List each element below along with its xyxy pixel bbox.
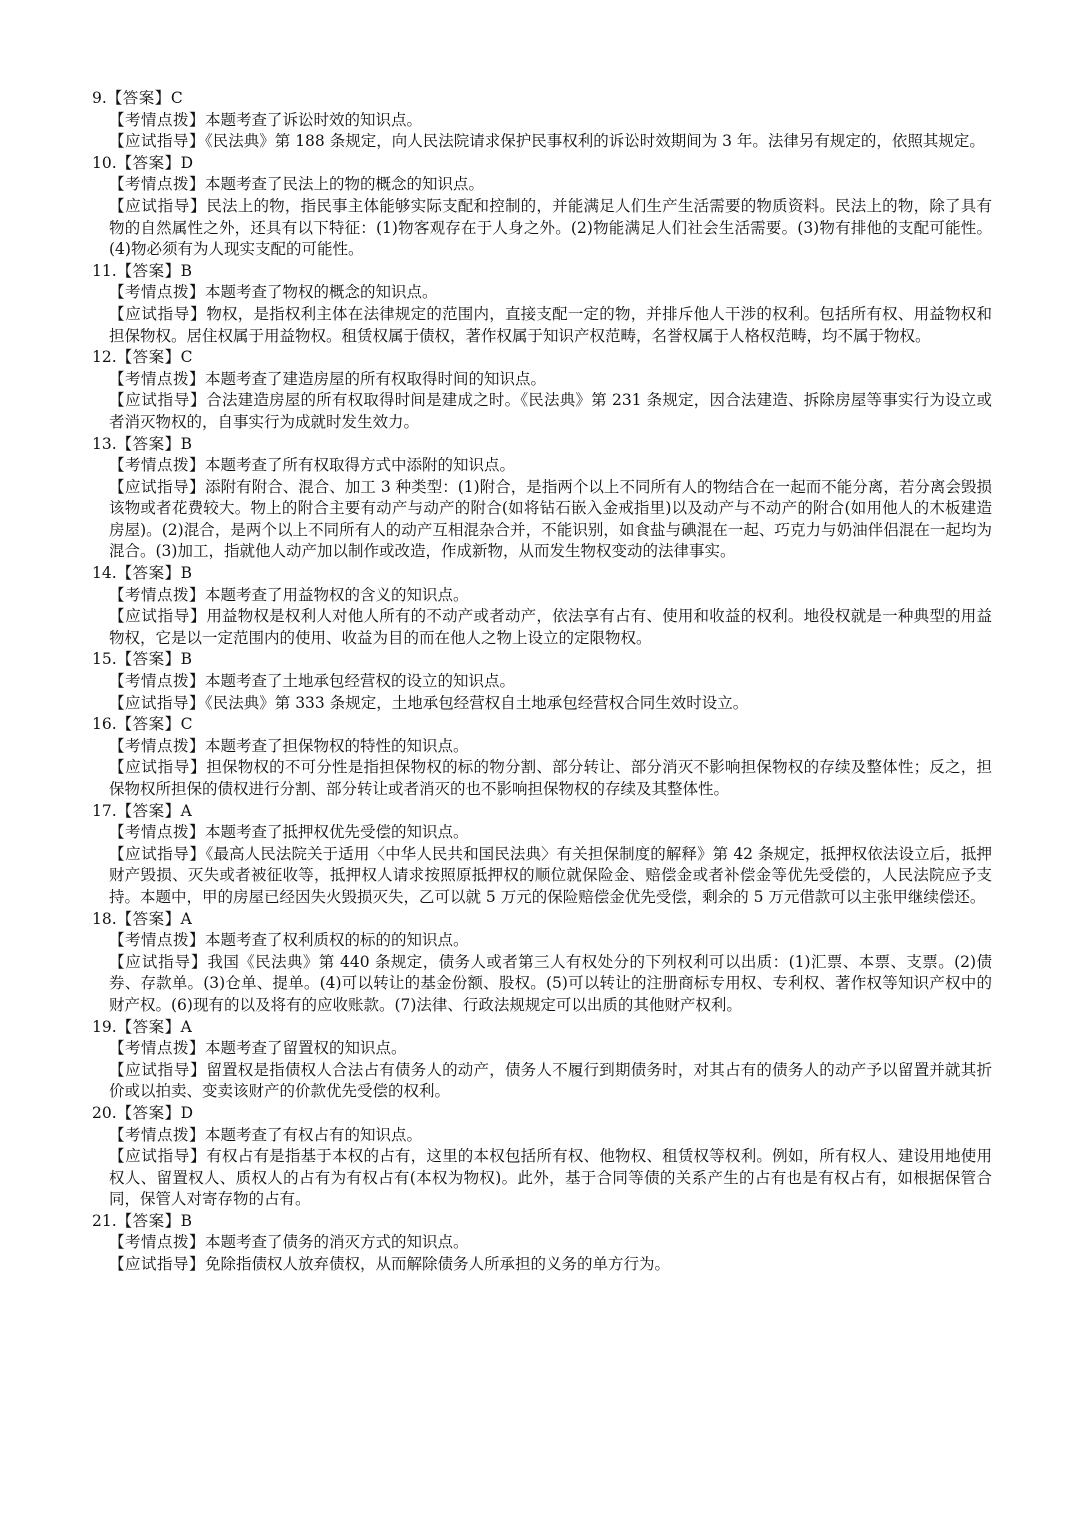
question-block — [92, 909, 992, 1017]
point-line — [92, 671, 992, 693]
answer-value: B — [180, 1211, 193, 1230]
point-line — [92, 369, 992, 391]
point-text: 本题考查了留置权的知识点。 — [205, 1039, 407, 1058]
question-block — [92, 88, 992, 153]
point-line — [92, 1125, 992, 1147]
answer-line — [92, 1103, 992, 1125]
point-text: 本题考查了用益物权的含义的知识点。 — [205, 585, 469, 604]
guide-line — [92, 477, 992, 563]
answer-value: B — [180, 434, 193, 453]
answer-line — [92, 801, 992, 823]
guide-line — [92, 757, 992, 800]
point-line — [92, 174, 992, 196]
answer-label: 【答案】 — [116, 261, 181, 280]
guide-label: 【应试指导】 — [109, 1147, 207, 1166]
question-block — [92, 649, 992, 714]
answer-line — [92, 1211, 992, 1233]
answer-line — [92, 434, 992, 456]
guide-text: 用益物权是权利人对他人所有的不动产或者动产，依法享有占有、使用和收益的权利。地役权就是一种典型的用益物权，它是以一定范围内的使用、收益为目的而在他人之物上设立的定限物权。 — [109, 607, 992, 647]
guide-label: 【应试指导】 — [109, 758, 207, 777]
answer-value: B — [180, 650, 193, 669]
guide-text: 担保物权的不可分性是指担保物权的标的物分割、部分转让、部分消灭不影响担保物权的存续及整体性；反之，担保物权所担保的债权进行分割、部分转让或者消灭的也不影响担保物权的存续及其整体性。 — [109, 758, 992, 798]
guide-line — [92, 1146, 992, 1211]
question-block — [92, 1103, 992, 1211]
answer-value: C — [180, 715, 193, 734]
question-number: 14. — [92, 564, 117, 583]
guide-text: 添附有附合、混合、加工 3 种类型：(1)附合，是指两个以上不同所有人的物结合在一起而不能分离，若分离会毁损该物或者花费较大。物上的附合主要有动产与动产的附合(如将钻石嵌入金戒指里)以及动产与不动产的附合(如用他人的木板建造房屋)。(2)混合，是两个以上不同所有人的动产互相混杂合并，不能识别，如食盐与碘混在一起、巧克力与奶油伴侣混在一起均为混合。(3)加工，指就他人动产加以制作或改造，作成新物，从而发生物权变动的法律事实。 — [109, 477, 992, 561]
question-number: 17. — [92, 801, 117, 820]
point-label: 【考情点拨】 — [109, 1039, 206, 1058]
guide-text: 留置权是指债权人合法占有债务人的动产，债务人不履行到期债务时，对其占有的债务人的动产予以留置并就其折价或以拍卖、变卖该财产的价款优先受偿的权利。 — [109, 1060, 992, 1101]
guide-line — [92, 1060, 992, 1103]
guide-label: 【应试指导】 — [109, 132, 206, 151]
question-block — [92, 261, 992, 347]
guide-text: 《最高人民法院关于适用〈中华人民共和国民法典〉有关担保制度的解释》第 42 条规定，抵押权依法设立后，抵押财产毁损、灭失或者被征收等，抵押权人请求按照原抵押权的顺位就保险金、赔偿金或者补偿金等优先受偿的，人民法院应予支持。本题中，甲的房屋已经因失火毁损灭失，乙可以就 5 万元的保险赔偿金优先受偿，剩余的 5 万元借款可以主张甲继续偿还。 — [109, 844, 992, 906]
guide-text: 有权占有是指基于本权的占有，这里的本权包括所有权、他物权、租赁权等权利。例如，所有权人、建设用地使用权人、留置权人、质权人的占有为有权占有(本权为物权)。此外，基于合同等债的关系产生的占有也是有权占有，如根据保管合同，保管人对寄存物的占有。 — [109, 1147, 992, 1209]
answer-label: 【答案】 — [116, 1017, 181, 1036]
guide-text: 民法上的物，指民事主体能够实际支配和控制的，并能满足人们生产生活需要的物质资料。民法上的物，除了具有物的自然属性之外，还具有以下特征：(1)物客观存在于人身之外。(2)物能满足人们社会生活需要。(3)物有排他的支配可能性。(4)物必须有为人现实支配的可能性。 — [109, 196, 992, 259]
question-number: 20. — [92, 1103, 117, 1122]
answer-label: 【答案】 — [116, 1103, 181, 1122]
question-number: 13. — [92, 434, 117, 453]
point-label: 【考情点拨】 — [109, 369, 206, 388]
question-block — [92, 347, 992, 433]
question-number: 9. — [92, 89, 107, 107]
guide-label: 【应试指导】 — [109, 1060, 207, 1079]
guide-line — [92, 844, 992, 909]
question-block — [92, 801, 992, 909]
point-label: 【考情点拨】 — [109, 1125, 206, 1144]
point-line — [92, 930, 992, 952]
guide-line — [92, 131, 992, 153]
guide-line — [92, 1254, 992, 1276]
answer-key-document — [92, 88, 992, 1276]
guide-line — [92, 304, 992, 347]
answer-line — [92, 563, 992, 585]
point-label: 【考情点拨】 — [109, 823, 206, 842]
answer-value: A — [180, 1017, 192, 1036]
guide-line — [92, 196, 992, 261]
question-number: 15. — [92, 650, 117, 669]
guide-label: 【应试指导】 — [109, 844, 206, 863]
point-text: 本题考查了债务的消灭方式的知识点。 — [205, 1233, 469, 1252]
point-text: 本题考查了担保物权的特性的知识点。 — [205, 736, 469, 755]
answer-value: A — [180, 801, 192, 820]
answer-label: 【答案】 — [106, 89, 171, 107]
point-text: 本题考查了土地承包经营权的设立的知识点。 — [205, 672, 516, 691]
guide-line — [92, 952, 992, 1017]
point-line — [92, 455, 992, 477]
guide-label: 【应试指导】 — [109, 391, 207, 410]
guide-label: 【应试指导】 — [109, 196, 207, 215]
point-label: 【考情点拨】 — [109, 736, 206, 755]
guide-label: 【应试指导】 — [109, 477, 206, 496]
point-label: 【考情点拨】 — [109, 110, 206, 129]
guide-line — [92, 390, 992, 433]
answer-value: D — [180, 1103, 194, 1122]
answer-value: D — [180, 153, 194, 172]
question-block — [92, 434, 992, 564]
answer-value: B — [180, 261, 193, 280]
question-number: 16. — [92, 715, 117, 734]
question-number: 18. — [92, 909, 117, 928]
guide-label: 【应试指导】 — [109, 607, 207, 626]
point-line — [92, 736, 992, 758]
guide-line — [92, 606, 992, 649]
point-line — [92, 282, 992, 304]
answer-line — [92, 649, 992, 671]
point-line — [92, 110, 992, 132]
answer-label: 【答案】 — [116, 909, 181, 928]
point-text: 本题考查了权利质权的标的的知识点。 — [205, 931, 469, 950]
point-text: 本题考查了诉讼时效的知识点。 — [205, 110, 423, 129]
point-label: 【考情点拨】 — [109, 283, 206, 302]
question-number: 12. — [92, 348, 117, 367]
answer-label: 【答案】 — [116, 348, 181, 367]
answer-line — [92, 153, 992, 175]
guide-text: 《民法典》第 188 条规定，向人民法院请求保护民事权利的诉讼时效期间为 3 年。法律另有规定的，依照其规定。 — [205, 132, 985, 151]
question-number: 19. — [92, 1017, 117, 1036]
answer-value: C — [180, 348, 193, 367]
answer-label: 【答案】 — [116, 564, 181, 583]
question-number: 11. — [92, 261, 117, 280]
question-block — [92, 714, 992, 800]
answer-label: 【答案】 — [116, 1211, 181, 1230]
answer-line — [92, 1017, 992, 1039]
question-number: 10. — [92, 153, 117, 172]
question-number: 21. — [92, 1211, 117, 1230]
point-label: 【考情点拨】 — [109, 585, 206, 604]
point-line — [92, 822, 992, 844]
point-text: 本题考查了物权的概念的知识点。 — [205, 283, 438, 302]
guide-line — [92, 693, 992, 715]
guide-text: 合法建造房屋的所有权取得时间是建成之时。《民法典》第 231 条规定，因合法建造、拆除房屋等事实行为设立或者消灭物权的，自事实行为成就时发生效力。 — [109, 391, 992, 431]
answer-line — [92, 347, 992, 369]
point-text: 本题考查了民法上的物的概念的知识点。 — [205, 175, 485, 194]
guide-label: 【应试指导】 — [109, 304, 207, 323]
point-label: 【考情点拨】 — [109, 1233, 206, 1252]
guide-text: 《民法典》第 333 条规定，土地承包经营权自土地承包经营权合同生效时设立。 — [205, 693, 749, 712]
question-block — [92, 1211, 992, 1276]
guide-text: 免除指债权人放弃债权，从而解除债务人所承担的义务的单方行为。 — [205, 1255, 671, 1274]
guide-label: 【应试指导】 — [109, 693, 206, 712]
answer-label: 【答案】 — [116, 801, 181, 820]
question-block — [92, 563, 992, 649]
point-label: 【考情点拨】 — [109, 672, 206, 691]
answer-label: 【答案】 — [116, 153, 181, 172]
point-line — [92, 1038, 992, 1060]
answer-value: A — [180, 909, 192, 928]
question-block — [92, 1017, 992, 1103]
answer-value: C — [170, 89, 183, 107]
answer-label: 【答案】 — [116, 650, 181, 669]
answer-label: 【答案】 — [116, 434, 181, 453]
point-label: 【考情点拨】 — [109, 456, 206, 475]
question-block — [92, 153, 992, 261]
point-text: 本题考查了建造房屋的所有权取得时间的知识点。 — [205, 369, 547, 388]
point-label: 【考情点拨】 — [109, 931, 206, 950]
answer-line — [92, 88, 992, 110]
point-label: 【考情点拨】 — [109, 175, 206, 194]
answer-line — [92, 909, 992, 931]
answer-label: 【答案】 — [116, 715, 181, 734]
answer-line — [92, 714, 992, 736]
point-line — [92, 1232, 992, 1254]
answer-line — [92, 261, 992, 283]
point-text: 本题考查了所有权取得方式中添附的知识点。 — [205, 456, 516, 475]
answer-value: B — [180, 564, 193, 583]
point-text: 本题考查了抵押权优先受偿的知识点。 — [205, 823, 469, 842]
guide-label: 【应试指导】 — [109, 952, 208, 971]
guide-text: 我国《民法典》第 440 条规定，债务人或者第三人有权处分的下列权利可以出质：(1)汇票、本票、支票。(2)债券、存款单。(3)仓单、提单。(4)可以转让的基金份额、股权。(5)可以转让的注册商标专用权、专利权、著作权等知识产权中的财产权。(6)现有的以及将有的应收账款。(7)法律、行政法规规定可以出质的其他财产权利。 — [109, 952, 992, 1014]
guide-label: 【应试指导】 — [109, 1255, 206, 1274]
point-line — [92, 585, 992, 607]
point-text: 本题考查了有权占有的知识点。 — [205, 1125, 423, 1144]
guide-text: 物权，是指权利主体在法律规定的范围内，直接支配一定的物，并排斥他人干涉的权利。包括所有权、用益物权和担保物权。居住权属于用益物权。租赁权属于债权，著作权属于知识产权范畴，名誉权属于人格权范畴，均不属于物权。 — [109, 304, 992, 345]
